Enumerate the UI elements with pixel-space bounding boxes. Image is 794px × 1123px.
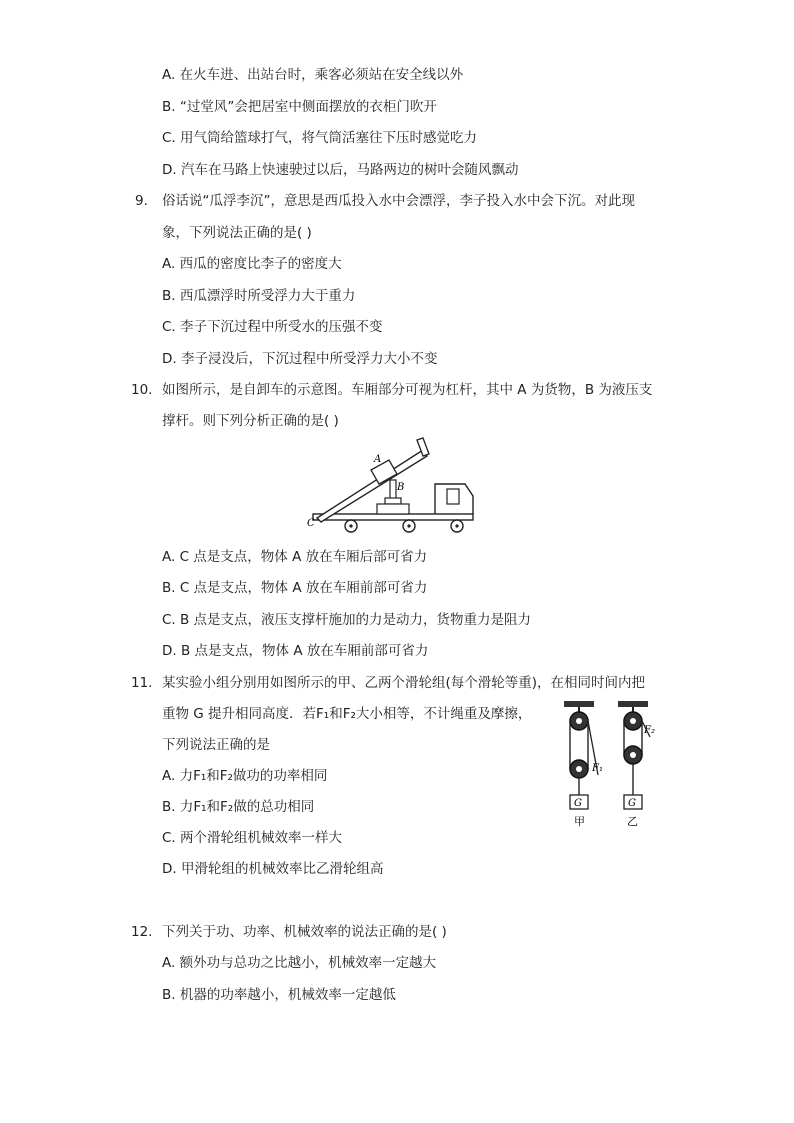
q11-option-d: D. 甲滑轮组的机械效率比乙滑轮组高 <box>162 861 384 877</box>
cab-window <box>447 489 459 504</box>
q12-number: 12. <box>131 924 153 940</box>
label-b: B <box>397 482 405 493</box>
label-c: C <box>307 518 315 529</box>
hydraulic-platform <box>377 504 409 514</box>
ceiling-jia <box>564 701 594 707</box>
q8-option-a: A. 在火车进、出站台时，乘客必须站在安全线以外 <box>162 67 464 83</box>
label-f1: F₁ <box>592 763 603 774</box>
q10-option-a: A. C 点是支点，物体 A 放在车厢后部可省力 <box>162 549 428 565</box>
q11-stem-line1: 某实验小组分别用如图所示的甲、乙两个滑轮组(每个滑轮等重)，在相同时间内把 <box>162 675 646 691</box>
q9-option-c: C. 李子下沉过程中所受水的压强不变 <box>162 319 383 335</box>
label-a: A <box>374 454 382 465</box>
q10-option-b: B. C 点是支点，物体 A 放在车厢前部可省力 <box>162 580 428 596</box>
hydraulic-base <box>385 498 401 504</box>
q9-stem-line2: 象，下列说法正确的是( ) <box>162 225 312 241</box>
q8-option-d: D. 汽车在马路上快速驶过以后，马路两边的树叶会随风飘动 <box>162 162 519 178</box>
dump-truck-figure <box>305 436 485 536</box>
truck-bed <box>317 450 427 522</box>
ceiling-yi <box>618 701 648 707</box>
label-g-jia: G <box>574 798 582 809</box>
q10-option-c: C. B 点是支点，液压支撑杆施加的力是动力，货物重力是阻力 <box>162 612 532 628</box>
q12-option-b: B. 机器的功率越小，机械效率一定越低 <box>162 987 396 1003</box>
q11-option-b: B. 力F₁和F₂做的总功相同 <box>162 799 315 815</box>
q10-number: 10. <box>131 382 153 398</box>
q10-stem-line1: 如图所示，是自卸车的示意图。车厢部分可视为杠杆，其中 A 为货物，B 为液压支 <box>162 382 653 398</box>
q11-option-a: A. 力F₁和F₂做功的功率相同 <box>162 768 328 784</box>
q10-option-d: D. B 点是支点，物体 A 放在车厢前部可省力 <box>162 643 429 659</box>
q12-option-a: A. 额外功与总功之比越小，机械效率一定越大 <box>162 955 437 971</box>
q9-option-d: D. 李子浸没后，下沉过程中所受浮力大小不变 <box>162 351 438 367</box>
q9-number: 9. <box>135 193 148 209</box>
pulley-figure <box>556 697 666 832</box>
q11-number: 11. <box>131 675 153 691</box>
truck-chassis <box>313 514 473 520</box>
label-yi: 乙 <box>627 815 638 828</box>
q12-stem-line1: 下列关于功、功率、机械效率的说法正确的是( ) <box>162 924 447 940</box>
label-jia: 甲 <box>574 815 585 828</box>
label-g-yi: G <box>628 798 636 809</box>
q8-option-b: B. “过堂风”会把居室中侧面摆放的衣柜门吹开 <box>162 99 437 115</box>
label-f2: F₂ <box>644 725 655 736</box>
q9-option-b: B. 西瓜漂浮时所受浮力大于重力 <box>162 288 356 304</box>
q8-option-c: C. 用气筒给篮球打气，将气筒活塞往下压时感觉吃力 <box>162 130 478 146</box>
q10-stem-line2: 撑杆。则下列分析正确的是( ) <box>162 413 339 429</box>
q11-stem-line2: 重物 G 提升相同高度．若F₁和F₂大小相等，不计绳重及摩擦， <box>162 706 532 722</box>
q11-stem-line3: 下列说法正确的是 <box>162 737 270 753</box>
q11-option-c: C. 两个滑轮组机械效率一样大 <box>162 830 343 846</box>
q9-option-a: A. 西瓜的密度比李子的密度大 <box>162 256 342 272</box>
q9-stem-line1: 俗话说“瓜浮李沉”，意思是西瓜投入水中会漂浮，李子投入水中会下沉。对此现 <box>162 193 635 209</box>
